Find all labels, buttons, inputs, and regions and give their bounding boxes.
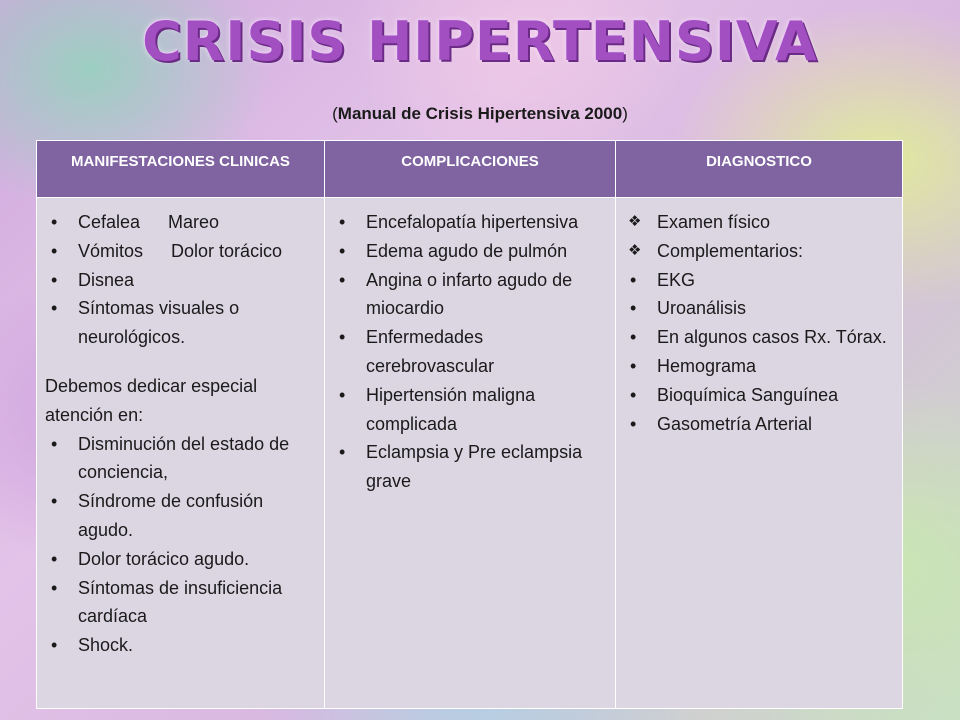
list-item	[43, 208, 318, 237]
complicaciones-cell	[325, 198, 616, 709]
table-header-row	[37, 141, 903, 198]
list-item: • Síntomas de insuficiencia cardíaca	[43, 574, 318, 632]
list-item: • En algunos casos Rx. Tórax.	[622, 323, 896, 352]
list-item: • Eclampsia y Pre eclampsia grave	[331, 438, 609, 496]
citation-text: Manual de Crisis Hipertensiva 2000	[337, 104, 623, 123]
attention-list	[43, 430, 318, 660]
list-item: • Uroanálisis	[622, 294, 896, 323]
header-complicaciones: COMPLICACIONES	[325, 141, 616, 198]
list-item: • EKG	[622, 266, 896, 295]
complicaciones-list	[331, 208, 609, 496]
list-item: • Edema agudo de pulmón	[331, 237, 609, 266]
citation-open-paren: (	[332, 104, 338, 123]
diagnostico-cell	[616, 198, 903, 709]
list-item: • Dolor torácico agudo.	[43, 545, 318, 574]
list-item: • Shock.	[43, 631, 318, 660]
citation-close-paren: )	[622, 104, 628, 123]
symptom-vomitos: Vómitos	[78, 240, 144, 261]
list-item: ❖ Complementarios:	[622, 237, 896, 266]
list-item	[43, 237, 318, 266]
list-item: ❖ Examen físico	[622, 208, 896, 237]
list-item: • Hemograma	[622, 352, 896, 381]
symptom-mareo: Mareo	[168, 212, 220, 232]
header-manifestaciones: MANIFESTACIONES CLINICAS	[37, 141, 325, 198]
attention-note: Debemos dedicar especial atención en:	[45, 375, 258, 425]
list-item: • Síndrome de confusión agudo.	[43, 487, 318, 545]
slide-title: CRISIS HIPERTENSIVA	[142, 10, 818, 73]
symptom-cefalea: Cefalea	[78, 212, 141, 232]
list-item: • Angina o infarto agudo de miocardio	[331, 266, 609, 324]
header-diagnostico: DIAGNOSTICO	[616, 141, 903, 198]
manifestaciones-list	[43, 208, 318, 352]
list-item: • Hipertensión maligna complicada	[331, 381, 609, 439]
hypertensive-crisis-table	[36, 140, 903, 709]
list-item: • Enfermedades cerebrovascular	[331, 323, 609, 381]
symptom-dolor-toracico: Dolor torácico	[171, 240, 283, 261]
list-item: • Síntomas visuales o neurológicos.	[43, 294, 318, 352]
diagnostico-list	[622, 208, 896, 438]
list-item: • Encefalopatía hipertensiva	[331, 208, 609, 237]
manifestaciones-cell	[37, 198, 325, 709]
table-body-row	[37, 198, 903, 709]
source-citation	[0, 104, 960, 124]
list-item: • Disminución del estado de conciencia,	[43, 430, 318, 488]
list-item: • Gasometría Arterial	[622, 410, 896, 439]
list-item: • Bioquímica Sanguínea	[622, 381, 896, 410]
list-item: • Disnea	[43, 266, 318, 295]
